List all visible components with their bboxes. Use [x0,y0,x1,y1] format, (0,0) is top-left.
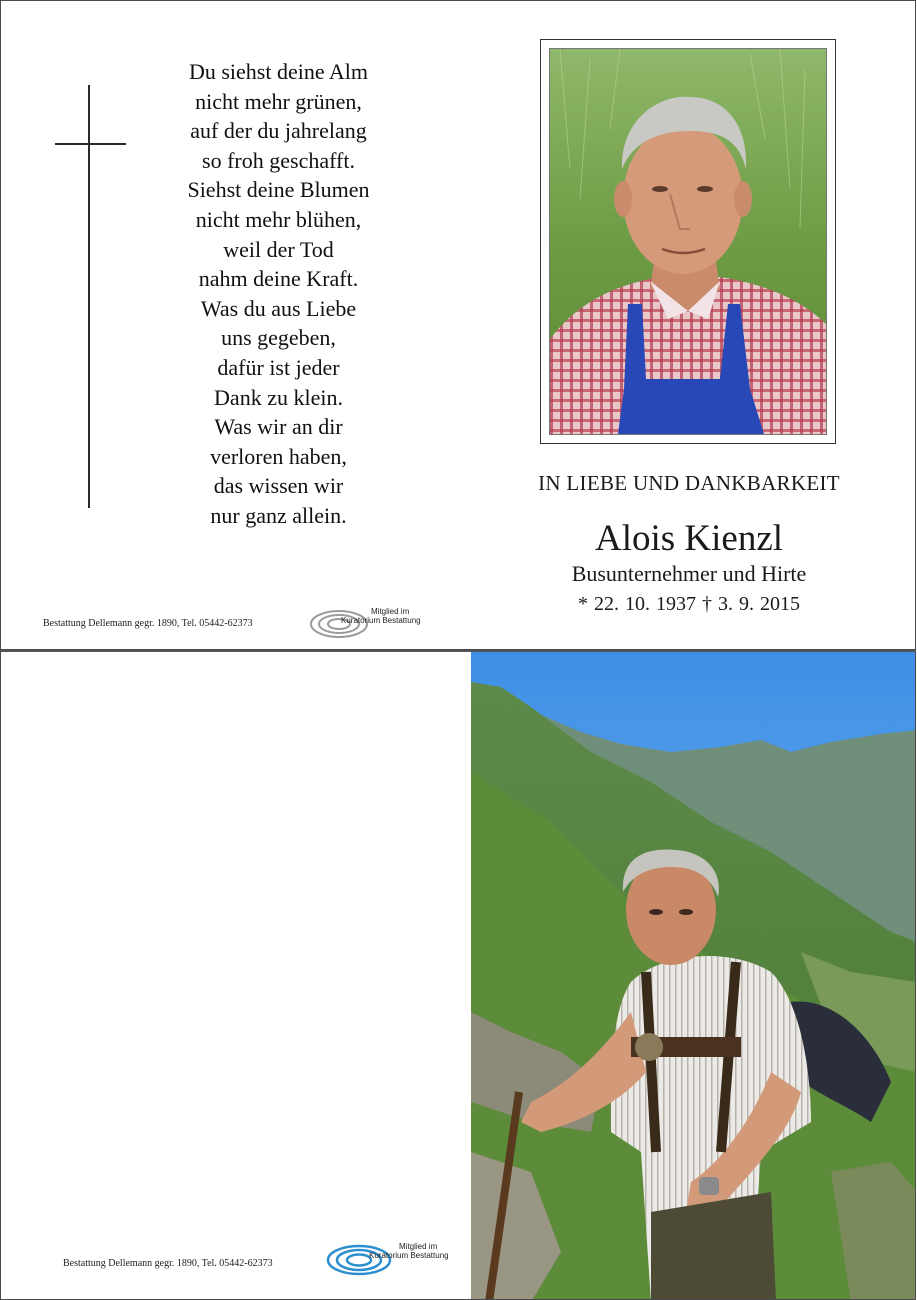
cross-icon-vertical [88,85,90,508]
poem-line: uns gegeben, [221,325,336,351]
poem-line: dafür ist jeder [217,354,340,380]
poem-line: Dank zu klein. [214,384,343,410]
logo-caption [341,607,421,625]
poem-line: weil der Tod [223,236,334,262]
kuratorium-logo-icon [309,606,373,646]
poem-line: so froh geschafft. [202,147,355,173]
portrait-photo [549,48,827,435]
kuratorium-logo-icon [325,1240,397,1284]
logo-caption-line1: Mitglied im [399,1242,438,1251]
logo-caption-line2: Kuratorium Bestattung [341,616,421,625]
back-card [0,650,916,1300]
poem-line: Siehst deine Blumen [187,177,370,203]
logo-caption [369,1242,449,1260]
poem [151,57,406,531]
funeral-home-imprint: Bestattung Dellemann gegr. 1890, Tel. 05442-62373 [63,1258,273,1269]
poem-line: auf der du jahrelang [190,118,367,144]
dedication-heading: IN LIEBE UND DANKBARKEIT [538,471,840,495]
poem-line: das wissen wir [213,473,344,499]
poem-line: nicht mehr blühen, [195,206,362,232]
mountain-hiking-photo [471,652,916,1300]
poem-line: Was du aus Liebe [200,295,357,321]
logo-caption-line2: Kuratorium Bestattung [369,1251,449,1260]
front-card [0,0,916,650]
life-dates: * 22. 10. 1937 † 3. 9. 2015 [578,593,800,615]
occupation: Busunternehmer und Hirte [571,561,807,586]
poem-line: Du siehst deine Alm [188,59,369,84]
cross-icon-horizontal [55,143,126,145]
poem-line: verloren haben, [210,443,347,469]
poem-line: nahm deine Kraft. [198,266,359,292]
poem-line: Was wir an dir [214,414,343,440]
logo-caption-line1: Mitglied im [371,607,410,616]
poem-line: nur ganz allein. [210,502,347,528]
deceased-name: Alois Kienzl [594,518,784,559]
poem-line: nicht mehr grünen, [195,88,362,114]
portrait-frame [540,39,836,444]
funeral-home-imprint: Bestattung Dellemann gegr. 1890, Tel. 05442-62373 [43,618,253,629]
